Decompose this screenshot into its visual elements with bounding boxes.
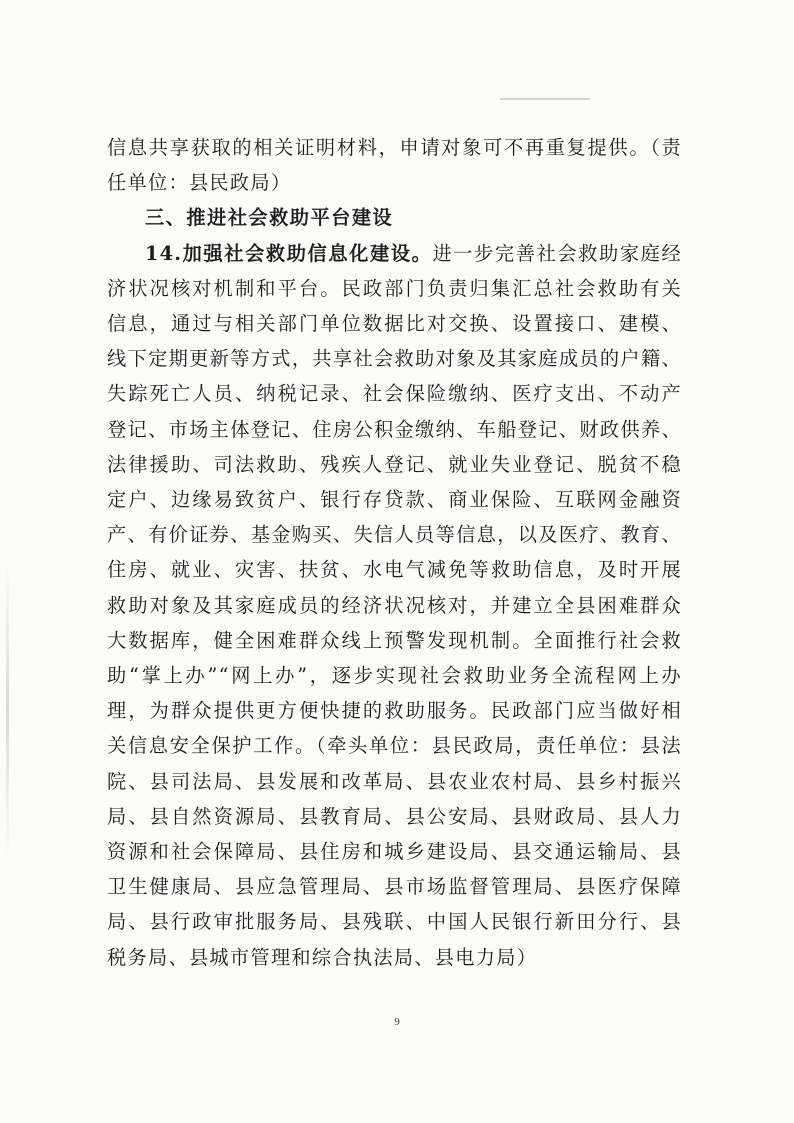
- item-first-line-text: 进一步完善社会救助家庭经: [432, 241, 682, 265]
- text-line: 信息共享获取的相关证明材料，申请对象可不再重复提供。（责: [107, 136, 682, 159]
- section-heading: 三、推进社会救助平台建设: [145, 206, 394, 230]
- text-line: 产、有价证券、基金购买、失信人员等信息，以及医疗、教育、: [107, 523, 682, 547]
- text-line: 定户、边缘易致贫户、银行存贷款、商业保险、互联网金融资: [107, 488, 682, 512]
- item-first-line: [107, 236, 682, 271]
- text-line: 局、县自然资源局、县教育局、县公安局、县财政局、县人力: [107, 804, 682, 828]
- text-line: 卫生健康局、县应急管理局、县市场监督管理局、县医疗保障: [107, 875, 682, 899]
- text-line: 法律援助、司法救助、残疾人登记、就业失业登记、脱贫不稳: [107, 452, 682, 476]
- text-line: 院、县司法局、县发展和改革局、县农业农村局、县乡村振兴: [107, 769, 682, 793]
- text-line: 税务局、县城市管理和综合执法局、县电力局）: [107, 945, 538, 969]
- page-number: 9: [394, 1016, 400, 1028]
- scan-bleed-mark: [500, 98, 590, 100]
- text-line: 理，为群众提供更方便快捷的救助服务。民政部门应当做好相: [107, 699, 682, 723]
- text-line: 任单位：县民政局）: [107, 171, 292, 195]
- text-line: 救助对象及其家庭成员的经济状况核对，并建立全县困难群众: [107, 593, 682, 617]
- text-line: 资源和社会保障局、县住房和城乡建设局、县交通运输局、县: [107, 840, 682, 864]
- text-line: 助“掌上办”“网上办”，逐步实现社会救助业务全流程网上办: [107, 664, 682, 688]
- text-line: 登记、市场主体登记、住房公积金缴纳、车船登记、财政供养、: [107, 417, 682, 441]
- text-line: 济状况核对机制和平台。民政部门负责归集汇总社会救助有关: [107, 276, 682, 300]
- text-line: 失踪死亡人员、纳税记录、社会保险缴纳、医疗支出、不动产: [107, 382, 682, 406]
- text-line: 大数据库，健全困难群众线上预警发现机制。全面推行社会救: [107, 628, 682, 652]
- body-text: [107, 130, 682, 975]
- text-line: 住房、就业、灾害、扶贫、水电气减免等救助信息，及时开展: [107, 558, 682, 582]
- scan-edge-artifact: [6, 560, 9, 860]
- text-line: 信息，通过与相关部门单位数据比对交换、设置接口、建模、: [107, 312, 682, 336]
- item-title: 14.加强社会救助信息化建设。: [145, 241, 433, 265]
- text-line: 局、县行政审批服务局、县残联、中国人民银行新田分行、县: [107, 910, 682, 934]
- text-line: 线下定期更新等方式，共享社会救助对象及其家庭成员的户籍、: [107, 347, 682, 371]
- text-line: 关信息安全保护工作。（牵头单位：县民政局，责任单位：县法: [107, 734, 682, 758]
